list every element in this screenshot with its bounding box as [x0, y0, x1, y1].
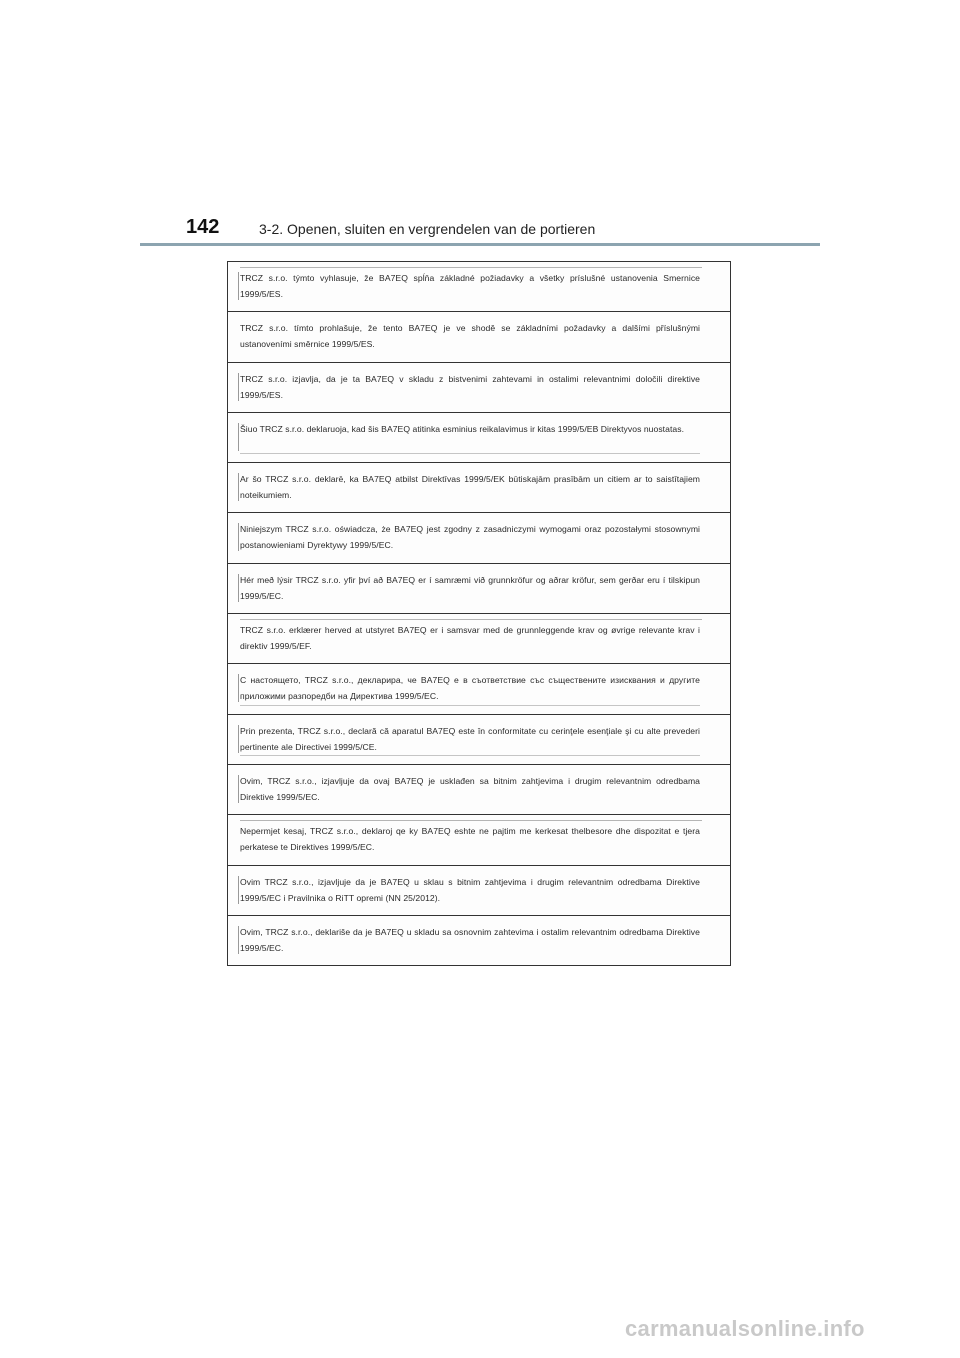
declaration-text: TRCZ s.r.o. erklærer herved at utstyret BA7EQ er i samsvar med de grunnleggende krav og øvrige relevante krav i direktiv 1999/5/EF.	[240, 625, 700, 652]
scan-artifact	[238, 725, 239, 753]
scan-artifact	[240, 705, 700, 706]
declaration-row-bosnian	[228, 765, 730, 815]
page-header	[140, 214, 820, 246]
declaration-of-conformity-table	[227, 261, 731, 966]
declaration-row-polish	[228, 513, 730, 563]
declaration-row-romanian	[228, 715, 730, 765]
header-divider	[140, 243, 820, 246]
scan-artifact	[240, 267, 702, 268]
declaration-row-lithuanian	[228, 413, 730, 463]
scan-artifact	[240, 619, 702, 620]
page-number: 142	[186, 216, 220, 238]
scan-artifact	[238, 473, 239, 501]
scan-artifact	[240, 453, 700, 454]
declaration-text: Ovim, TRCZ s.r.o., izjavljuje da ovaj BA7EQ je usklađen sa bitnim zahtjevima i drugim relevantnim odredbama Direktive 1999/5/EC.	[240, 775, 700, 802]
scan-artifact	[240, 755, 700, 756]
declaration-row-icelandic	[228, 564, 730, 614]
declaration-row-serbian	[228, 916, 730, 966]
watermark: carmanualsonline.info	[625, 1316, 865, 1341]
declaration-text: Ovim, TRCZ s.r.o., deklariše da je BA7EQ u skladu sa osnovnim zahtevima i ostalim relevantnim odredbama Direktive 1999/5/EC.	[240, 926, 700, 953]
declaration-row-norwegian	[228, 614, 730, 664]
declaration-row-albanian	[228, 815, 730, 865]
scan-artifact	[240, 820, 702, 821]
scan-artifact	[238, 423, 239, 451]
scan-artifact	[238, 523, 239, 551]
declaration-text: Niniejszym TRCZ s.r.o. oświadcza, że BA7EQ jest zgodny z zasadniczymi wymogami oraz pozostałymi stosownymi postanowieniami Dyrektywy 1999/5/EC.	[240, 524, 700, 551]
declaration-text: Šiuo TRCZ s.r.o. deklaruoja, kad šis BA7EQ atitinka esminius reikalavimus ir kitas 1999/5/EB Direktyvos nuostatas.	[240, 423, 685, 434]
declaration-text: Ovim TRCZ s.r.o., izjavljuje da je BA7EQ u sklau s bitnim zahtjevima i drugim relevantnim odredbama Direktive 1999/5/EC i Pravilnika o RiTT opremi (NN 25/2012).	[240, 876, 700, 903]
declaration-row-latvian	[228, 463, 730, 513]
scan-artifact	[238, 775, 239, 803]
declaration-row-slovak	[228, 262, 730, 312]
scan-artifact	[238, 926, 239, 954]
scan-artifact	[238, 674, 239, 702]
declaration-text: TRCZ s.r.o. tímto prohlašuje, že tento BA7EQ je ve shodě se základními požadavky a dalšími příslušnými ustanoveními směrnice 1999/5/ES.	[240, 323, 700, 350]
declaration-row-croatian	[228, 866, 730, 916]
declaration-row-czech	[228, 312, 730, 362]
scan-artifact	[238, 272, 239, 300]
declaration-text: TRCZ s.r.o. izjavlja, da je ta BA7EQ v skladu z bistvenimi zahtevami in ostalimi relevantnimi določili direktive 1999/5/ES.	[240, 373, 700, 400]
declaration-row-bulgarian	[228, 664, 730, 714]
declaration-row-slovenian	[228, 363, 730, 413]
scan-artifact	[238, 876, 239, 904]
declaration-text: Ar šo TRCZ s.r.o. deklarē, ka BA7EQ atbilst Direktīvas 1999/5/EK būtiskajām prasībām un citiem ar to saistītajiem noteikumiem.	[240, 474, 700, 501]
declaration-text: TRCZ s.r.o. týmto vyhlasuje, že BA7EQ spĺňa základné požiadavky a všetky príslušné ustanovenia Smernice 1999/5/ES.	[240, 273, 700, 299]
scan-artifact	[238, 574, 239, 602]
declaration-text: Nepermjet kesaj, TRCZ s.r.o., deklaroj qe ky BA7EQ eshte ne pajtim me kerkesat thelbesore dhe dispozitat e tjera perkatese te Direktives 1999/5/EC.	[240, 826, 700, 853]
scan-artifact	[238, 373, 239, 401]
declaration-text: Prin prezenta, TRCZ s.r.o., declară că aparatul BA7EQ este în conformitate cu cerinţele esenţiale şi cu alte prevederi pertinente ale Directivei 1999/5/CE.	[240, 725, 700, 752]
declaration-text: Hér með lýsir TRCZ s.r.o. yfir því að BA7EQ er í samræmi við grunnkröfur og aðrar kröfur, sem gerðar eru í tilskipun 1999/5/EC.	[240, 574, 700, 601]
declaration-text: С настоящето, TRCZ s.r.o., декларира, че BA7EQ е в съответствие със съществените изисквания и другите приложими разпоредби на Директива 1999/5/ЕС.	[240, 675, 700, 702]
section-title: 3-2. Openen, sluiten en vergrendelen van de portieren	[259, 221, 596, 237]
